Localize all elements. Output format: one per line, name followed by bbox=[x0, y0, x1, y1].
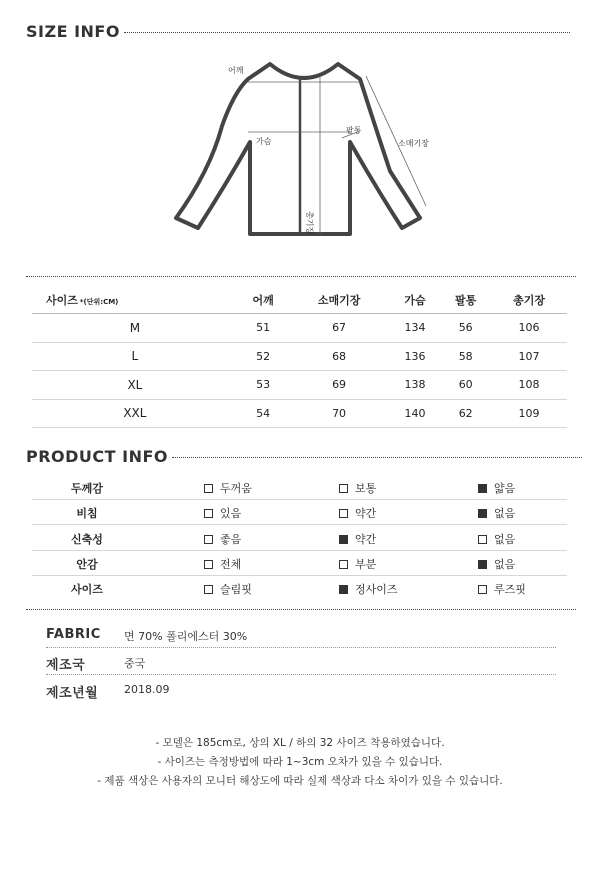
product-info-row bbox=[32, 499, 567, 525]
table-row bbox=[32, 371, 567, 400]
manufacture-date-label: 제조년월 bbox=[46, 686, 99, 701]
label-shoulder: 어깨 bbox=[228, 66, 244, 75]
value-cell: 134 bbox=[390, 314, 441, 343]
option: 전체 bbox=[204, 556, 241, 572]
section-divider bbox=[26, 276, 576, 277]
option: 루즈핏 bbox=[478, 581, 526, 597]
checkbox-icon bbox=[478, 585, 487, 594]
value-cell: 69 bbox=[288, 371, 389, 400]
row-label: 두께감 bbox=[71, 482, 103, 495]
value-cell: 53 bbox=[238, 371, 289, 400]
value-cell: 107 bbox=[491, 342, 567, 371]
checkbox-icon bbox=[339, 484, 348, 493]
value-cell: 54 bbox=[238, 399, 289, 428]
checkbox-icon bbox=[204, 560, 213, 569]
manufacture-date-row bbox=[46, 676, 556, 703]
product-info-row bbox=[32, 474, 567, 500]
product-info-row bbox=[32, 575, 567, 600]
row-label: 비침 bbox=[76, 507, 98, 520]
label-sleeve-width: 팔통 bbox=[346, 126, 362, 135]
note-line: - 사이즈는 측정방법에 따라 1~3cm 오차가 있을 수 있습니다. bbox=[157, 756, 443, 768]
note-line: - 제품 색상은 사용자의 모니터 해상도에 따라 실제 색상과 다소 차이가 있을 수 있습니다. bbox=[97, 775, 503, 787]
value-cell: 138 bbox=[390, 371, 441, 400]
garment-diagram bbox=[170, 56, 440, 241]
title-divider bbox=[172, 457, 582, 458]
row-label: 신축성 bbox=[71, 533, 103, 546]
checkbox-icon bbox=[204, 484, 213, 493]
value-cell: 56 bbox=[440, 314, 491, 343]
checkbox-icon bbox=[339, 509, 348, 518]
value-cell: 68 bbox=[288, 342, 389, 371]
checkbox-checked-icon bbox=[339, 535, 348, 544]
option: 슬림핏 bbox=[204, 581, 252, 597]
fabric-label: FABRIC bbox=[46, 627, 101, 642]
size-table bbox=[32, 287, 567, 428]
jacket-body bbox=[176, 64, 420, 234]
header-size: 사이즈 *(단위:CM) bbox=[32, 287, 238, 314]
value-cell: 140 bbox=[390, 399, 441, 428]
table-row bbox=[32, 314, 567, 343]
value-cell: 108 bbox=[491, 371, 567, 400]
option: 없음 bbox=[478, 556, 515, 572]
header-col: 총기장 bbox=[491, 287, 567, 314]
notes bbox=[0, 734, 600, 791]
value-cell: 62 bbox=[440, 399, 491, 428]
note-line: - 모델은 185cm로, 상의 XL / 하의 32 사이즈 착용하였습니다. bbox=[155, 737, 445, 749]
checkbox-checked-icon bbox=[339, 585, 348, 594]
checkbox-icon bbox=[204, 585, 213, 594]
value-cell: 60 bbox=[440, 371, 491, 400]
table-row bbox=[32, 399, 567, 428]
table-row bbox=[32, 342, 567, 371]
header-col: 팔통 bbox=[440, 287, 491, 314]
option: 부분 bbox=[339, 556, 376, 572]
value-cell: 52 bbox=[238, 342, 289, 371]
option: 좋음 bbox=[204, 531, 241, 547]
value-cell: 106 bbox=[491, 314, 567, 343]
product-info-row bbox=[32, 525, 567, 551]
checkbox-checked-icon bbox=[478, 484, 487, 493]
checkbox-icon bbox=[204, 509, 213, 518]
value-cell: 67 bbox=[288, 314, 389, 343]
row-label: 사이즈 bbox=[71, 583, 103, 596]
option: 두꺼움 bbox=[204, 480, 252, 496]
label-total-length: 총기장 bbox=[305, 211, 314, 235]
origin-value: 중국 bbox=[124, 657, 146, 670]
label-sleeve-length: 소매기장 bbox=[398, 139, 429, 148]
checkbox-checked-icon bbox=[478, 560, 487, 569]
label-chest: 가슴 bbox=[256, 137, 272, 146]
product-info-row bbox=[32, 550, 567, 576]
checkbox-icon bbox=[204, 535, 213, 544]
option: 보통 bbox=[339, 480, 376, 496]
option: 없음 bbox=[478, 531, 515, 547]
value-cell: 136 bbox=[390, 342, 441, 371]
origin-row bbox=[46, 648, 556, 675]
checkbox-checked-icon bbox=[478, 509, 487, 518]
checkbox-icon bbox=[478, 535, 487, 544]
size-cell: XL bbox=[32, 371, 238, 400]
size-cell: M bbox=[32, 314, 238, 343]
option: 얇음 bbox=[478, 480, 515, 496]
value-cell: 58 bbox=[440, 342, 491, 371]
option: 없음 bbox=[478, 505, 515, 521]
size-info-title: SIZE INFO bbox=[26, 22, 570, 41]
value-cell: 70 bbox=[288, 399, 389, 428]
value-cell: 51 bbox=[238, 314, 289, 343]
value-cell: 109 bbox=[491, 399, 567, 428]
size-table-header bbox=[32, 287, 567, 314]
manufacture-date-value: 2018.09 bbox=[124, 683, 170, 696]
origin-label: 제조국 bbox=[46, 658, 86, 673]
header-col: 소매기장 bbox=[288, 287, 389, 314]
option: 약간 bbox=[339, 531, 376, 547]
size-cell: L bbox=[32, 342, 238, 371]
checkbox-icon bbox=[339, 560, 348, 569]
row-divider bbox=[46, 674, 556, 675]
option: 있음 bbox=[204, 505, 241, 521]
header-col: 가슴 bbox=[390, 287, 441, 314]
fabric-row bbox=[46, 621, 556, 648]
option: 약간 bbox=[339, 505, 376, 521]
title-divider bbox=[124, 32, 570, 33]
product-info-title: PRODUCT INFO bbox=[26, 447, 582, 466]
row-label: 안감 bbox=[76, 558, 98, 571]
fabric-value: 면 70% 폴리에스터 30% bbox=[124, 630, 248, 643]
size-cell: XXL bbox=[32, 399, 238, 428]
header-col: 어깨 bbox=[238, 287, 289, 314]
option: 정사이즈 bbox=[339, 581, 398, 597]
section-divider bbox=[26, 609, 576, 610]
